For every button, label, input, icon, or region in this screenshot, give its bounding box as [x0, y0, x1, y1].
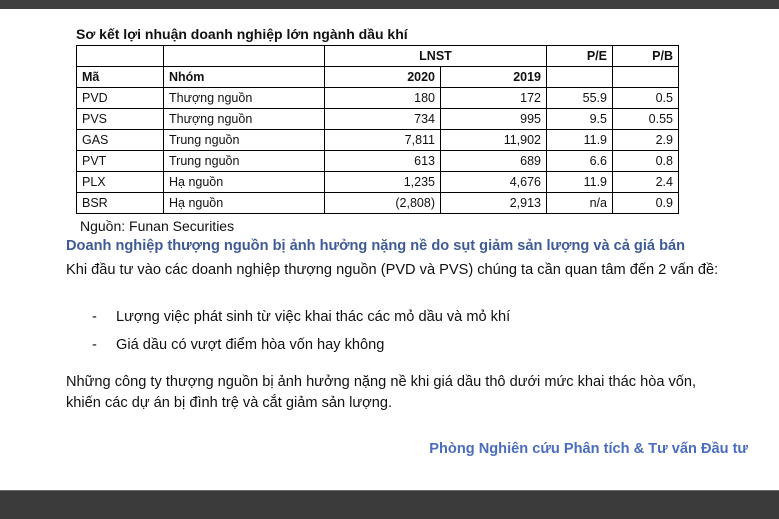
header-group: Nhóm: [164, 67, 325, 88]
header-2019: 2019: [441, 67, 547, 88]
cell-pb: 2.9: [613, 130, 679, 151]
cell-2019: 2,913: [441, 193, 547, 214]
table-row: [77, 172, 679, 193]
cell-2020: 734: [325, 109, 441, 130]
section-heading: Doanh nghiệp thượng nguồn bị ảnh hưởng nặng nề do sụt giảm sản lượng và cả giá bán: [66, 238, 686, 254]
table-header-row: [77, 67, 679, 88]
cell-pe: 11.9: [547, 172, 613, 193]
cell-2020: 7,811: [325, 130, 441, 151]
cell-2020: 180: [325, 88, 441, 109]
cell-pb: 0.8: [613, 151, 679, 172]
cell-2019: 689: [441, 151, 547, 172]
cell-2019: 995: [441, 109, 547, 130]
department-signature: Phòng Nghiên cứu Phân tích & Tư vấn Đầu tư: [429, 441, 748, 457]
cell-pb: 0.5: [613, 88, 679, 109]
cell-group: Hạ nguồn: [164, 172, 325, 193]
table-header-group-row: [77, 46, 679, 67]
cell-2020: 613: [325, 151, 441, 172]
bullet-marker: -: [92, 309, 97, 325]
header-blank-cell: [547, 67, 613, 88]
cell-pe: n/a: [547, 193, 613, 214]
bullet-marker: -: [92, 337, 97, 353]
cell-2020: 1,235: [325, 172, 441, 193]
table-row: [77, 130, 679, 151]
bullet-item: [92, 337, 384, 353]
table-row: [77, 193, 679, 214]
profit-table: [76, 45, 679, 214]
header-blank-cell: [164, 46, 325, 67]
cell-code: PVS: [77, 109, 164, 130]
cell-code: GAS: [77, 130, 164, 151]
viewer-top-bar: [0, 0, 779, 9]
table-row: [77, 151, 679, 172]
cell-pe: 6.6: [547, 151, 613, 172]
cell-2019: 11,902: [441, 130, 547, 151]
header-pe: P/E: [547, 46, 613, 67]
cell-code: BSR: [77, 193, 164, 214]
table-row: [77, 109, 679, 130]
cell-code: PVD: [77, 88, 164, 109]
cell-group: Trung nguồn: [164, 151, 325, 172]
header-blank-cell: [613, 67, 679, 88]
cell-2020: (2,808): [325, 193, 441, 214]
table-title: Sơ kết lợi nhuận doanh nghiệp lớn ngành dầu khí: [76, 26, 408, 42]
header-code: Mã: [77, 67, 164, 88]
cell-group: Thượng nguồn: [164, 88, 325, 109]
bullet-text: Lượng việc phát sinh từ việc khai thác các mỏ dầu và mỏ khí: [116, 309, 511, 325]
cell-group: Trung nguồn: [164, 130, 325, 151]
cell-2019: 4,676: [441, 172, 547, 193]
cell-group: Thượng nguồn: [164, 109, 325, 130]
cell-code: PVT: [77, 151, 164, 172]
table-row: [77, 88, 679, 109]
cell-pb: 0.55: [613, 109, 679, 130]
paragraph-conclusion: Những công ty thượng nguồn bị ảnh hưởng nặng nề khi giá dầu thô dưới mức khai thác hòa vốn, khiến các dự án bị đình trệ và cắt giảm sản lượng.: [66, 374, 697, 411]
cell-group: Hạ nguồn: [164, 193, 325, 214]
bullet-item: [92, 309, 510, 325]
cell-pb: 0.9: [613, 193, 679, 214]
paragraph-intro: Khi đầu tư vào các doanh nghiệp thượng nguồn (PVD và PVS) chúng ta cần quan tâm đến 2 vấn đề:: [66, 262, 719, 278]
cell-2019: 172: [441, 88, 547, 109]
cell-pb: 2.4: [613, 172, 679, 193]
cell-pe: 9.5: [547, 109, 613, 130]
cell-code: PLX: [77, 172, 164, 193]
viewer-bottom-bar: [0, 490, 779, 519]
cell-pe: 55.9: [547, 88, 613, 109]
header-blank-cell: [77, 46, 164, 67]
cell-pe: 11.9: [547, 130, 613, 151]
header-lnst: LNST: [325, 46, 547, 67]
header-pb: P/B: [613, 46, 679, 67]
header-2020: 2020: [325, 67, 441, 88]
source-note: Nguồn: Funan Securities: [80, 218, 235, 234]
bullet-text: Giá dầu có vượt điểm hòa vốn hay không: [116, 337, 385, 353]
